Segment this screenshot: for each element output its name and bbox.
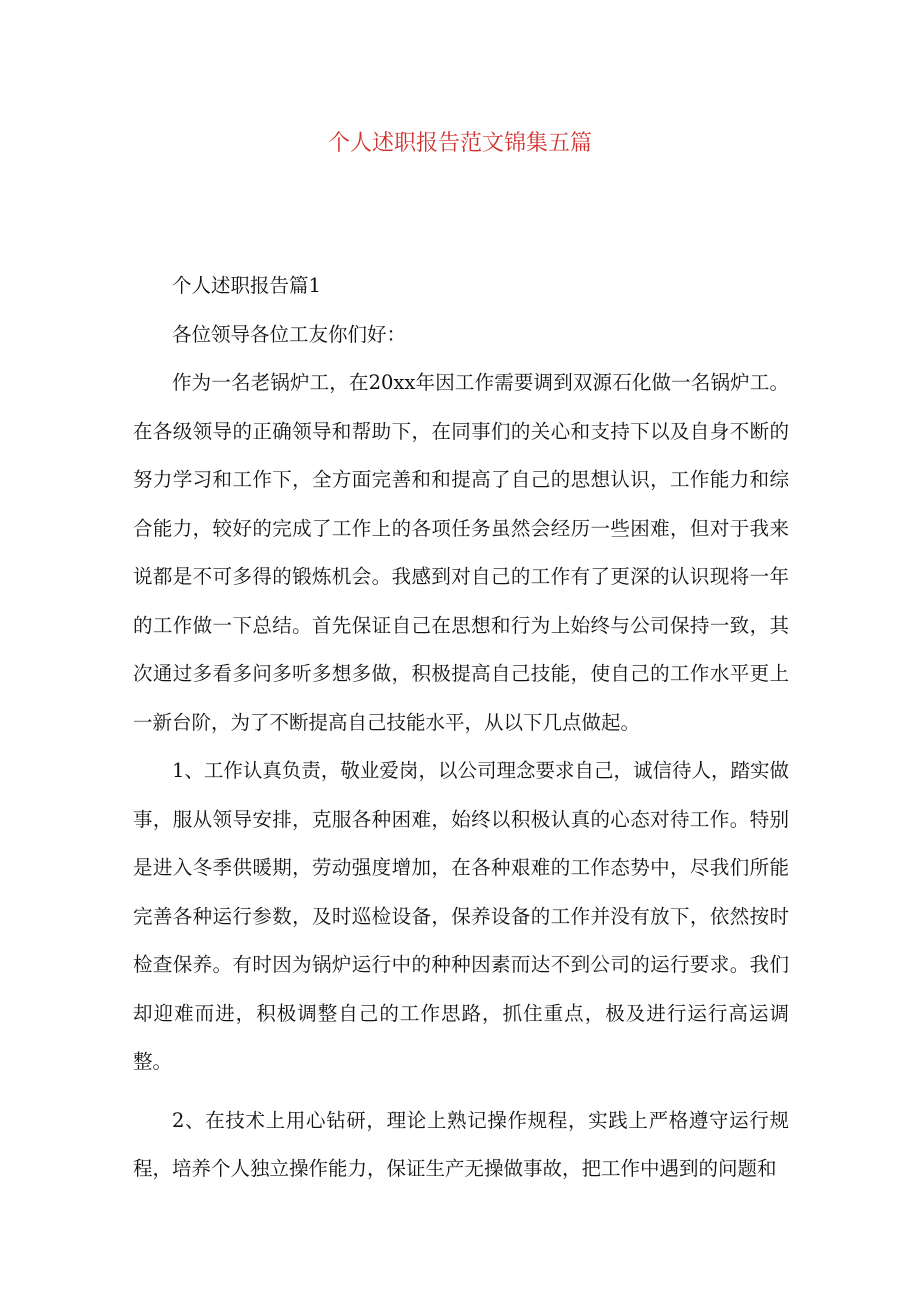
paragraph-point-2: 2、在技术上用心钻研，理论上熟记操作规程，实践上严格遵守运行规程，培养个人独立操作能力，保证生产无操做事故，把工作中遇到的问题和 (133, 1108, 789, 1180)
document-title: 个人述职报告范文锦集五篇 (327, 131, 592, 156)
salutation: 各位领导各位工友你们好： (172, 322, 407, 346)
document-body (133, 262, 789, 1194)
section-heading: 个人述职报告篇1 (172, 274, 321, 297)
paragraph-intro: 作为一名老锅炉工，在20xx年因工作需要调到双源石化做一名锅炉工。在各级领导的正确领导和帮助下，在同事们的关心和支持下以及自身不断的努力学习和工作下，全方面完善和和提高了自己的思想认识，工作能力和综合能力，较好的完成了工作上的各项任务虽然会经历一些困难，但对于我来说都是不可多得的锻炼机会。我感到对自己的工作有了更深的认识现将一年的工作做一下总结。首先保证自己在思想和行为上始终与公司保持一致，其次通过多看多问多听多想多做，积极提高自己技能，使自己的工作水平更上一新台阶，为了不断提高自己技能水平，从以下几点做起。 (133, 371, 789, 734)
paragraph-point-1: 1、工作认真负责，敬业爱岗，以公司理念要求自己，诚信待人，踏实做事，服从领导安排，克服各种困难，始终以积极认真的心态对待工作。特别是进入冬季供暖期，劳动强度增加，在各种艰难的工作态势中，尽我们所能完善各种运行参数，及时巡检设备，保养设备的工作并没有放下，依然按时检查保养。有时因为锅炉运行中的种种因素而达不到公司的运行要求。我们却迎难而进，积极调整自己的工作思路，抓住重点，极及进行运行高运调整。 (133, 759, 789, 1073)
